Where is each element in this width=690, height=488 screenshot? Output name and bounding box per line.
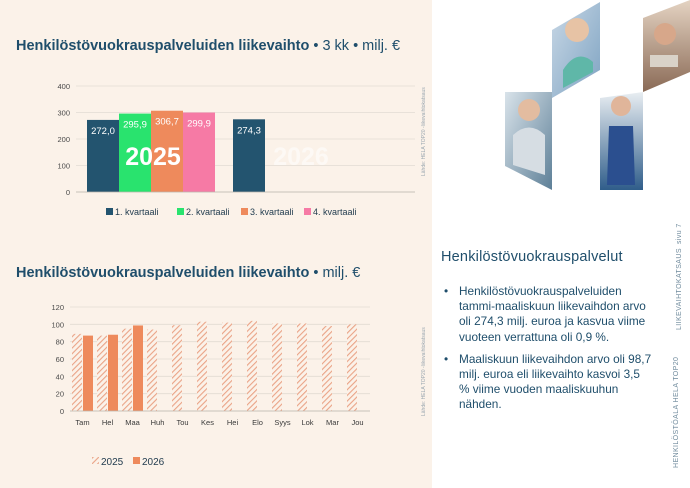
x-tick-label: Hei bbox=[226, 418, 239, 427]
bullet-mark: • bbox=[444, 351, 449, 366]
legend-label: 2026 bbox=[142, 457, 165, 468]
legend-label: 2025 bbox=[101, 457, 124, 468]
year-category-label: 2026 bbox=[273, 143, 329, 171]
legend-swatch bbox=[241, 208, 248, 215]
bar-value-label: 299,9 bbox=[187, 118, 211, 130]
x-tick-label: Mar bbox=[326, 418, 339, 427]
monthly-bar-chart bbox=[0, 244, 432, 488]
bar-2025-jou bbox=[347, 324, 357, 411]
y-tick-label: 120 bbox=[51, 303, 64, 312]
bar-2025-syys bbox=[272, 323, 282, 411]
y-tick-label: 0 bbox=[59, 407, 64, 416]
legend-label: 3. kvartaali bbox=[250, 207, 294, 217]
y-tick-label: 0 bbox=[65, 188, 70, 197]
footer-vertical-brand: HENKILÖSTÖALA HELA TOP20 bbox=[673, 356, 680, 468]
x-tick-label: Tou bbox=[176, 418, 189, 427]
legend-swatch bbox=[133, 457, 140, 464]
photo-collage bbox=[505, 0, 690, 190]
bar-2025-tam bbox=[72, 334, 82, 411]
bar-2025-hei bbox=[222, 323, 232, 411]
bar-2026-hel bbox=[108, 335, 118, 411]
bar-2025-maa bbox=[122, 329, 132, 411]
bar-value-label: 306,7 bbox=[155, 116, 179, 128]
y-tick-label: 200 bbox=[57, 135, 70, 144]
y-tick-label: 100 bbox=[57, 161, 70, 171]
legend-label: 2. kvartaali bbox=[186, 207, 230, 217]
bar-2025-elo bbox=[247, 321, 257, 411]
side-bullet-list bbox=[444, 284, 652, 420]
y-tick-label: 80 bbox=[55, 337, 64, 347]
year-category-label: 2025 bbox=[125, 143, 181, 171]
legend-label: 1. kvartaali bbox=[115, 207, 159, 217]
bar-2026-tam bbox=[83, 336, 93, 411]
x-tick-label: Tam bbox=[75, 418, 90, 427]
bar-2025-hel bbox=[97, 336, 107, 411]
bottom-chart-title: Henkilöstövuokrauspalveluiden liikevaihto • milj. € bbox=[16, 265, 361, 281]
x-tick-label: Elo bbox=[252, 418, 263, 427]
footer-vertical-report: LIIKEVAIHTOKATSAUS bbox=[676, 248, 683, 330]
bar-2026-maa bbox=[133, 325, 143, 411]
y-tick-label: 60 bbox=[55, 355, 64, 364]
y-tick-label: 400 bbox=[57, 82, 70, 91]
photo-woman-smiling bbox=[552, 2, 600, 98]
x-tick-label: Jou bbox=[351, 418, 364, 427]
bar-2025-huh bbox=[147, 330, 157, 411]
photo-woman-in-coat bbox=[505, 92, 552, 190]
bottom-chart-panel bbox=[0, 244, 432, 488]
y-tick-label: 300 bbox=[57, 108, 70, 118]
y-tick-label: 100 bbox=[51, 320, 64, 330]
bottom-source-label: Lähde: HELA TOP20 -liikevaihtokatsaus bbox=[421, 327, 427, 416]
legend-label: 4. kvartaali bbox=[313, 207, 357, 217]
bar-value-label: 295,9 bbox=[123, 119, 147, 131]
page-number: sivu 7 bbox=[676, 223, 683, 244]
side-section-title: Henkilöstövuokrauspalvelut bbox=[441, 249, 623, 265]
bar-2025-mar bbox=[322, 326, 332, 411]
bar-2025-lok bbox=[297, 323, 307, 411]
x-tick-label: Maa bbox=[125, 418, 140, 427]
x-tick-label: Huh bbox=[150, 418, 165, 427]
photo-man-with-tablet bbox=[643, 0, 690, 92]
y-tick-label: 40 bbox=[55, 372, 64, 382]
bar-2025-tou bbox=[172, 325, 182, 411]
top-chart-panel bbox=[0, 0, 432, 244]
x-tick-label: Lok bbox=[301, 418, 314, 427]
legend-swatch bbox=[177, 208, 184, 215]
quarterly-bar-chart bbox=[0, 0, 432, 244]
bullet-item: • Henkilöstövuokrauspalveluiden tammi-maaliskuun liikevaihdon arvo oli 274,3 milj. euroa ja kasvua viime vuoteen verrattuna oli 0,9 %. bbox=[444, 284, 646, 344]
x-tick-label: Syys bbox=[274, 418, 291, 427]
bullet-mark: • bbox=[444, 284, 449, 298]
legend-swatch bbox=[304, 208, 311, 215]
legend-swatch bbox=[106, 208, 113, 215]
y-tick-label: 20 bbox=[55, 389, 64, 399]
bar-value-label: 272,0 bbox=[91, 125, 115, 137]
bar-value-label: 274,3 bbox=[237, 125, 261, 137]
photo-worker-overalls bbox=[600, 92, 643, 190]
top-chart-title: Henkilöstövuokrauspalveluiden liikevaihto • 3 kk • milj. € bbox=[16, 38, 401, 54]
x-tick-label: Hel bbox=[101, 418, 114, 427]
bullet-item: • Maaliskuun liikevaihdon arvo oli 98,7 milj. euroa eli liikevaihto kasvoi 3,5 % viime vuoden maaliskuuhun nähden. bbox=[444, 351, 652, 412]
bar-2025-kes bbox=[197, 322, 207, 411]
legend-swatch bbox=[92, 457, 99, 464]
x-tick-label: Kes bbox=[201, 418, 214, 427]
top-source-label: Lähde: HELA TOP20 -liikevaihtokatsaus bbox=[421, 87, 427, 176]
